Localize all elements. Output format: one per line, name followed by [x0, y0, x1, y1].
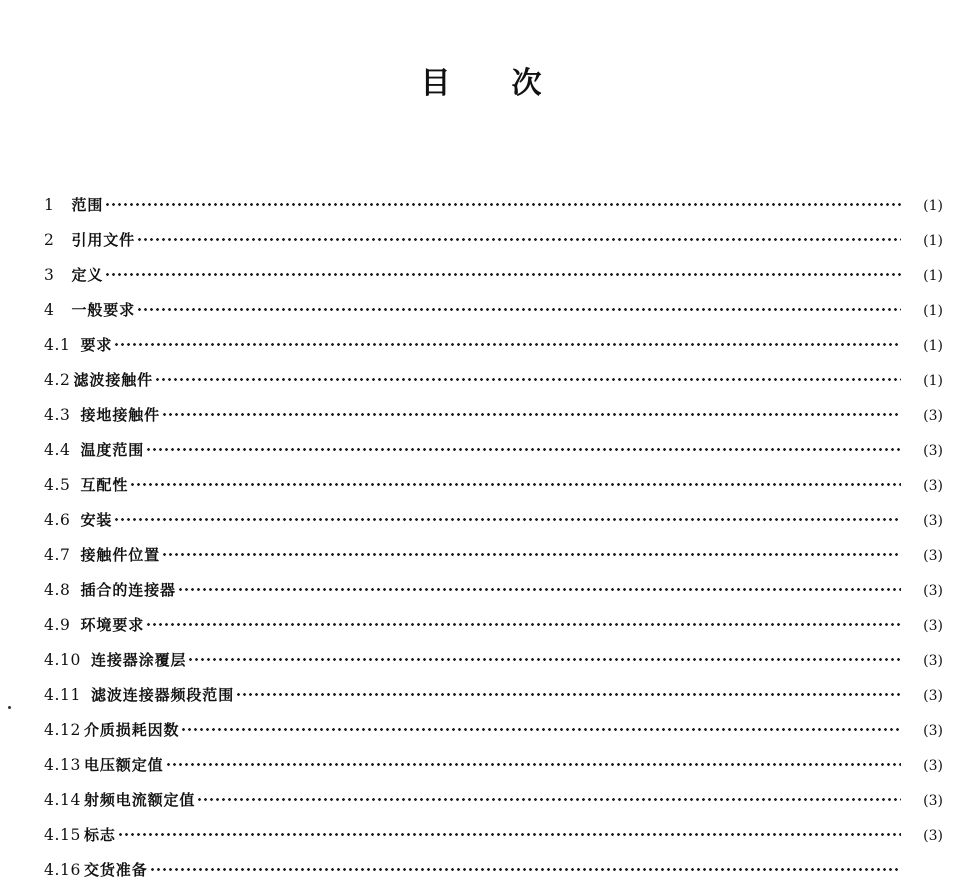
toc-entry-number: 4.2 — [44, 371, 71, 389]
toc-entry[interactable] — [44, 406, 943, 441]
toc-entry[interactable] — [44, 511, 943, 546]
toc-entry-number: 4.3 — [44, 406, 71, 424]
toc-entry-number: 4.14 — [44, 791, 81, 809]
toc-entry-number: 4.4 — [44, 441, 71, 459]
toc-entry-page: (3) — [923, 793, 943, 809]
toc-entry-page: (3) — [923, 408, 943, 424]
toc-entry-label: 滤波连接器频段范围 — [91, 686, 235, 704]
toc-leader-dots — [151, 861, 901, 875]
toc-leader-dots — [237, 686, 901, 700]
page-title — [0, 0, 977, 102]
toc-entry-page: (3) — [923, 548, 943, 564]
toc-leader-dots — [167, 756, 901, 770]
toc-entry-number: 4.7 — [44, 546, 71, 564]
title-char-1: 目 — [420, 66, 466, 101]
toc-entry-label: 安装 — [80, 511, 113, 529]
toc-leader-dots — [106, 266, 901, 280]
toc-entry-number: 1 — [44, 196, 55, 214]
toc-entry[interactable] — [44, 231, 943, 266]
toc-leader-dots — [131, 476, 901, 490]
toc-entry[interactable] — [44, 441, 943, 476]
toc-entry-number: 4.5 — [44, 476, 71, 494]
toc-entry-page: (1) — [923, 233, 943, 249]
toc-entry[interactable] — [44, 301, 943, 336]
toc-entry-page: (3) — [923, 828, 943, 844]
toc-entry-label: 插合的连接器 — [80, 581, 176, 599]
toc-entry[interactable] — [44, 756, 943, 791]
toc-entry-label: 互配性 — [80, 476, 129, 494]
toc-entry[interactable] — [44, 826, 943, 861]
toc-entry[interactable] — [44, 196, 943, 231]
toc-entry-number: 4.15 — [44, 826, 81, 844]
toc-leader-dots — [198, 791, 901, 805]
toc-entry-number: 4.6 — [44, 511, 71, 529]
toc-entry-label: 定义 — [71, 266, 104, 284]
toc-leader-dots — [189, 651, 901, 665]
toc-entry-page: (3) — [923, 688, 943, 704]
toc-leader-dots — [138, 301, 901, 315]
toc-entry-page: (3) — [923, 723, 943, 739]
toc-leader-dots — [182, 721, 901, 735]
toc-entry[interactable] — [44, 861, 943, 896]
toc-leader-dots — [147, 441, 901, 455]
toc-entry-number: 4.10 — [44, 651, 81, 669]
toc-entry-label: 射频电流额定值 — [84, 791, 196, 809]
toc-entry-label: 环境要求 — [80, 616, 145, 634]
toc-entry-label: 温度范围 — [80, 441, 145, 459]
toc-leader-dots — [106, 196, 901, 210]
toc-entry-page: (3) — [923, 513, 943, 529]
toc-entry-number: 2 — [44, 231, 55, 249]
scan-artifact-dot — [8, 706, 11, 709]
toc-entry-page: (3) — [923, 758, 943, 774]
toc-entry-label: 范围 — [71, 196, 104, 214]
toc-entry-page: (3) — [923, 653, 943, 669]
toc-entry-label: 标志 — [84, 826, 116, 844]
toc-entry[interactable] — [44, 651, 943, 686]
toc-entry-label: 交货准备 — [84, 861, 148, 879]
toc-entry-label: 一般要求 — [71, 301, 136, 319]
toc-entry-number: 4.13 — [44, 756, 81, 774]
toc-leader-dots — [119, 826, 901, 840]
toc-entry-number: 4.1 — [44, 336, 71, 354]
toc-entry-number: 4.16 — [44, 861, 81, 879]
toc-entry[interactable] — [44, 371, 943, 406]
toc-entry[interactable] — [44, 336, 943, 371]
toc-entry-page: (1) — [923, 338, 943, 354]
toc-entry-number: 3 — [44, 266, 55, 284]
toc-entry[interactable] — [44, 616, 943, 651]
toc-entry-label: 接触件位置 — [80, 546, 161, 564]
toc-entry-number: 4.12 — [44, 721, 81, 739]
toc-leader-dots — [138, 231, 901, 245]
toc-leader-dots — [115, 336, 901, 350]
toc-entry-label: 滤波接触件 — [73, 371, 154, 389]
toc-entry-label: 介质损耗因数 — [84, 721, 180, 739]
table-of-contents — [44, 196, 943, 896]
toc-entry[interactable] — [44, 266, 943, 301]
title-char-2: 次 — [511, 66, 557, 101]
toc-entry[interactable] — [44, 581, 943, 616]
toc-entry[interactable] — [44, 686, 943, 721]
toc-entry-page: (3) — [923, 443, 943, 459]
toc-entry[interactable] — [44, 721, 943, 756]
toc-entry-label: 要求 — [80, 336, 113, 354]
toc-entry-page: (1) — [923, 268, 943, 284]
toc-entry-label: 连接器涂覆层 — [91, 651, 187, 669]
toc-entry[interactable] — [44, 476, 943, 511]
toc-entry-label: 接地接触件 — [80, 406, 161, 424]
toc-entry-label: 电压额定值 — [84, 756, 164, 774]
toc-leader-dots — [147, 616, 901, 630]
toc-entry-number: 4.9 — [44, 616, 71, 634]
toc-entry-page: (3) — [923, 583, 943, 599]
toc-leader-dots — [115, 511, 901, 525]
toc-leader-dots — [163, 546, 901, 560]
toc-leader-dots — [179, 581, 901, 595]
toc-entry-number: 4.8 — [44, 581, 71, 599]
toc-entry-page: (1) — [923, 198, 943, 214]
toc-entry-page: (3) — [923, 618, 943, 634]
toc-entry-label: 引用文件 — [71, 231, 136, 249]
toc-leader-dots — [156, 371, 901, 385]
toc-entry-page: (3) — [923, 478, 943, 494]
toc-entry[interactable] — [44, 791, 943, 826]
toc-entry[interactable] — [44, 546, 943, 581]
toc-leader-dots — [163, 406, 901, 420]
toc-entry-page: (1) — [923, 373, 943, 389]
toc-entry-number: 4.11 — [44, 686, 81, 704]
toc-entry-page: (1) — [923, 303, 943, 319]
toc-entry-number: 4 — [44, 301, 55, 319]
